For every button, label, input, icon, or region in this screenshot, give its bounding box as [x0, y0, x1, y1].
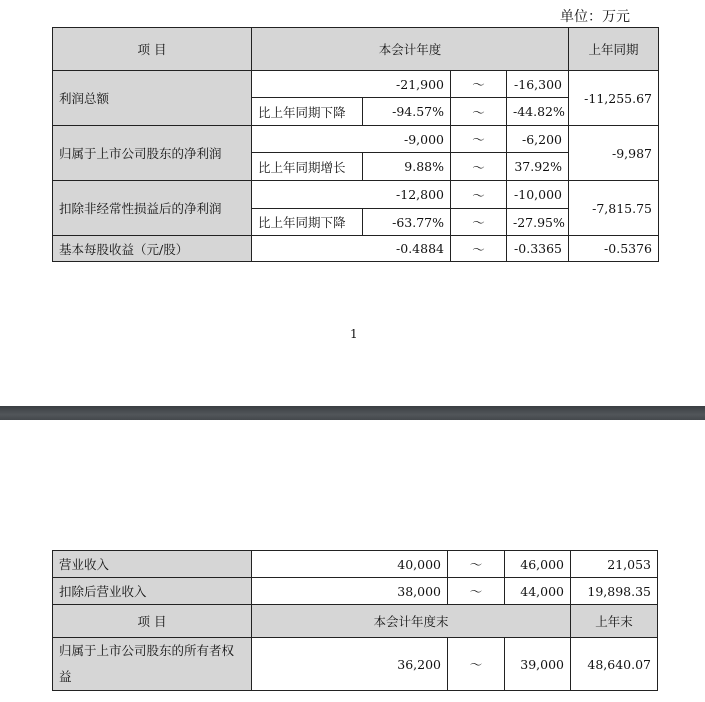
value-low: -21,900 [252, 71, 451, 98]
value-low: 40,000 [252, 551, 448, 578]
tilde: ～ [451, 236, 507, 262]
value-high: 39,000 [505, 638, 571, 691]
forecast-table [52, 27, 659, 262]
value-high: -6,200 [507, 126, 569, 153]
change-label: 比上年同期增长 [252, 153, 363, 181]
header-item: 项 目 [53, 605, 252, 638]
value-high: -10,000 [507, 181, 569, 209]
value-low: 38,000 [252, 578, 448, 605]
value-previous: -9,987 [569, 126, 659, 181]
change-label: 比上年同期下降 [252, 209, 363, 236]
page-separator [0, 406, 705, 420]
header-current: 本会计年度 [252, 28, 569, 71]
table-row [53, 181, 659, 209]
header-previous: 上年末 [571, 605, 658, 638]
header-item: 项 目 [53, 28, 252, 71]
table-row [53, 638, 658, 691]
value-previous: 48,640.07 [571, 638, 658, 691]
table-row [53, 551, 658, 578]
value-high: 44,000 [505, 578, 571, 605]
tilde: ～ [451, 98, 507, 126]
table-header-row [53, 605, 658, 638]
row-label: 扣除非经常性损益后的净利润 [53, 181, 252, 236]
tilde: ～ [451, 153, 507, 181]
row-label: 营业收入 [53, 551, 252, 578]
row-label: 基本每股收益（元/股） [53, 236, 252, 262]
table-row [53, 126, 659, 153]
tilde: ～ [451, 181, 507, 209]
row-label: 归属于上市公司股东的净利润 [53, 126, 252, 181]
value-high: 46,000 [505, 551, 571, 578]
change-low: -94.57% [363, 98, 451, 126]
value-high: -16,300 [507, 71, 569, 98]
tilde: ～ [451, 71, 507, 98]
value-low: -0.4884 [252, 236, 451, 262]
header-previous: 上年同期 [569, 28, 659, 71]
row-label: 利润总额 [53, 71, 252, 126]
change-high: 37.92% [507, 153, 569, 181]
change-low: -63.77% [363, 209, 451, 236]
change-high: -27.95% [507, 209, 569, 236]
change-low: 9.88% [363, 153, 451, 181]
value-low: 36,200 [252, 638, 448, 691]
header-current: 本会计年度末 [252, 605, 571, 638]
unit-label: 单位：万元 [560, 9, 630, 25]
tilde: ～ [451, 209, 507, 236]
row-label: 归属于上市公司股东的所有者权益 [53, 638, 252, 691]
tilde: ～ [448, 578, 505, 605]
revenue-table [52, 550, 658, 691]
value-low: -9,000 [252, 126, 451, 153]
value-previous: 19,898.35 [571, 578, 658, 605]
value-previous: -11,255.67 [569, 71, 659, 126]
value-low: -12,800 [252, 181, 451, 209]
value-high: -0.3365 [507, 236, 569, 262]
table-header-row [53, 28, 659, 71]
row-label: 扣除后营业收入 [53, 578, 252, 605]
value-previous: 21,053 [571, 551, 658, 578]
value-previous: -0.5376 [569, 236, 659, 262]
tilde: ～ [451, 126, 507, 153]
page-number: 1 [350, 327, 358, 341]
tilde: ～ [448, 638, 505, 691]
tilde: ～ [448, 551, 505, 578]
change-label: 比上年同期下降 [252, 98, 363, 126]
value-previous: -7,815.75 [569, 181, 659, 236]
table-row-eps [53, 236, 659, 262]
change-high: -44.82% [507, 98, 569, 126]
table-row [53, 578, 658, 605]
table-row [53, 71, 659, 98]
